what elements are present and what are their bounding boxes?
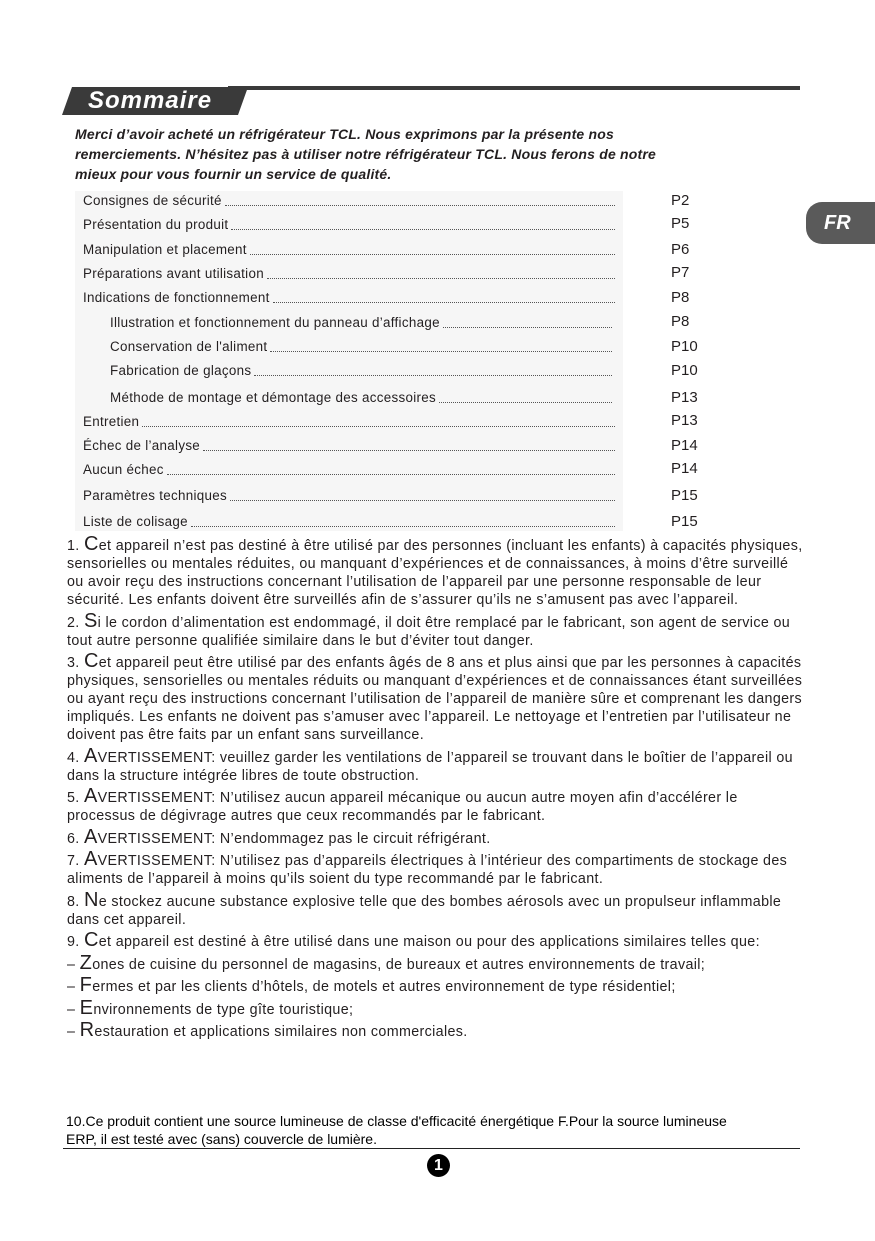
- toc-leader: [167, 473, 615, 475]
- safety-subitem: – Fermes et par les clients d’hôtels, de motels et autres environnement de type résidentiel;: [67, 974, 676, 996]
- safety-item: 4. AVERTISSEMENT: veuillez garder les ventilations de l’appareil se trouvant dans le boîtier de l’appareil ou dans la structure intégrée libres de toute obstruction.: [67, 744, 793, 784]
- safety-item: 9. Cet appareil est destiné à être utilisé dans une maison ou pour des applications similaires telles que:: [67, 929, 760, 951]
- toc-page-number: P10: [671, 362, 698, 379]
- note-line: 10.Ce produit contient une source lumineuse de classe d'efficacité énergétique F.Pour la source lumineuse: [66, 1113, 727, 1129]
- toc-label: Échec de l’analyse: [83, 438, 201, 453]
- toc-page-number: P7: [671, 264, 690, 281]
- toc-page-number: P15: [671, 513, 698, 530]
- language-tab-label: FR: [824, 212, 851, 234]
- toc-label: Manipulation et placement: [83, 242, 247, 257]
- toc-entry-securite[interactable]: [83, 193, 615, 209]
- intro-line: mieux pour vous fournir un service de qualité.: [75, 166, 392, 182]
- toc-label: Paramètres techniques: [83, 488, 227, 503]
- toc-label: Conservation de l'aliment: [110, 339, 268, 354]
- intro-line: remerciements. N’hésitez pas à utiliser notre réfrigérateur TCL. Nous ferons de notre: [75, 146, 657, 162]
- toc-entry-manipulation[interactable]: [83, 242, 615, 258]
- safety-item: 1. Cet appareil n’est pas destiné à être utilisé par des personnes (incluant les enfants) à capacités physiques, sensorielles ou mentales réduites, ou manquant d’expériences et de connaissances, à moins d’être surveillé ou avoir reçu des instructions concernant l’utilisation de l’appareil par une personne responsable de leur sécurité. Les enfants doivent être surveillés afin de s’assurer qu’ils ne s’amusent pas avec l’appareil.: [67, 533, 803, 608]
- note-line: ERP, il est testé avec (sans) couvercle de lumière.: [66, 1131, 377, 1147]
- header-rule: [228, 86, 800, 90]
- toc-entry-conservation[interactable]: [110, 339, 612, 355]
- toc-entry-colisage[interactable]: [83, 514, 615, 530]
- toc-leader: [270, 350, 612, 352]
- toc-entry-glacons[interactable]: [110, 363, 612, 379]
- safety-instructions: [67, 535, 807, 1041]
- toc-label: Entretien: [83, 414, 140, 429]
- toc-entry-aucun-echec[interactable]: [83, 462, 615, 478]
- toc-leader: [439, 401, 612, 403]
- toc-leader: [273, 301, 615, 303]
- toc-leader: [250, 253, 615, 255]
- energy-class-note: [66, 1112, 811, 1148]
- toc-leader: [230, 499, 615, 501]
- safety-item: 3. Cet appareil peut être utilisé par des enfants âgés de 8 ans et plus ainsi que par les personnes à capacités physiques, sensorielles ou mentales réduits ou manquant d’expériences et de connaissances étant surveillées ou ayant reçu des instructions concernant l’utilisation de l’appareil de manière sûre et comprenant les dangers impliqués. Les enfants ne doivent pas s’amuser avec l’appareil. Le nettoyage et l’entretien par l’utilisateur ne doivent pas être faits par un enfant sans surveillance.: [67, 650, 803, 743]
- page-title: Sommaire: [88, 87, 213, 114]
- toc-label: Présentation du produit: [83, 217, 229, 232]
- safety-item: 6. AVERTISSEMENT: N’endommagez pas le circuit réfrigérant.: [67, 825, 491, 848]
- footer-rule: [63, 1148, 800, 1149]
- safety-subitem: – Restauration et applications similaires non commerciales.: [67, 1019, 468, 1041]
- safety-item: 8. Ne stockez aucune substance explosive telle que des bombes aérosols avec un propulseur inflammable dans cet appareil.: [67, 888, 782, 928]
- toc-label: Indications de fonctionnement: [83, 290, 270, 305]
- toc-leader: [443, 326, 612, 328]
- toc-label: Consignes de sécurité: [83, 193, 222, 208]
- toc-label: Illustration et fonctionnement du panneau d’affichage: [110, 315, 440, 330]
- toc-label: Méthode de montage et démontage des accessoires: [110, 390, 437, 405]
- safety-item: 2. Si le cordon d’alimentation est endommagé, il doit être remplacé par le fabricant, son agent de service ou tout autre personne qualifiée similaire dans le but d’éviter tout danger.: [67, 609, 791, 649]
- safety-subitem: – Zones de cuisine du personnel de magasins, de bureaux et autres environnements de travail;: [67, 951, 706, 974]
- toc-label: Fabrication de glaçons: [110, 363, 252, 378]
- toc-leader: [142, 425, 615, 427]
- toc-entry-preparations[interactable]: [83, 266, 615, 282]
- toc-page-number: P6: [671, 241, 690, 258]
- safety-item: 7. AVERTISSEMENT: N’utilisez pas d’appareils électriques à l’intérieur des compartiments de stockage des aliments de l’appareil à moins qu’ils soient du type recommandé par le fabricant.: [67, 848, 788, 887]
- toc-page-number: P2: [671, 192, 690, 209]
- toc-page-number: P15: [671, 487, 698, 504]
- toc-leader: [254, 374, 612, 376]
- toc-leader: [225, 204, 615, 206]
- toc-entry-presentation[interactable]: [83, 217, 615, 233]
- toc-page-number: P8: [671, 289, 690, 306]
- toc-entry-indications[interactable]: [83, 290, 615, 306]
- toc-page-number: P14: [671, 460, 698, 477]
- toc-entry-parametres[interactable]: [83, 488, 615, 504]
- toc-leader: [203, 449, 615, 451]
- toc-label: Aucun échec: [83, 462, 164, 477]
- safety-subitem: – Environnements de type gîte touristique;: [67, 996, 354, 1019]
- toc-page-number: P8: [671, 313, 690, 330]
- intro-paragraph: [75, 124, 775, 184]
- safety-item: 5. AVERTISSEMENT: N’utilisez aucun appareil mécanique ou aucun autre moyen afin d’accélérer le processus de dégivrage autres que ceux recommandés par le fabricant.: [67, 785, 738, 824]
- toc-page-number: P13: [671, 412, 698, 429]
- toc-entry-echec-analyse[interactable]: [83, 438, 615, 454]
- toc-leader: [231, 228, 615, 230]
- intro-line: Merci d’avoir acheté un réfrigérateur TCL. Nous exprimons par la présente nos: [75, 126, 614, 142]
- toc-page-number: P10: [671, 338, 698, 355]
- toc-label: Préparations avant utilisation: [83, 266, 264, 281]
- page-number-badge: 1: [427, 1154, 450, 1177]
- toc-entry-accessoires[interactable]: [110, 390, 612, 406]
- toc-page-number: P14: [671, 437, 698, 454]
- toc-entry-panneau[interactable]: [110, 315, 612, 331]
- toc-page-number: P5: [671, 215, 690, 232]
- toc-leader: [267, 277, 615, 279]
- toc-leader: [191, 525, 615, 527]
- toc-label: Liste de colisage: [83, 514, 188, 529]
- toc-entry-entretien[interactable]: [83, 414, 615, 430]
- toc-page-number: P13: [671, 389, 698, 406]
